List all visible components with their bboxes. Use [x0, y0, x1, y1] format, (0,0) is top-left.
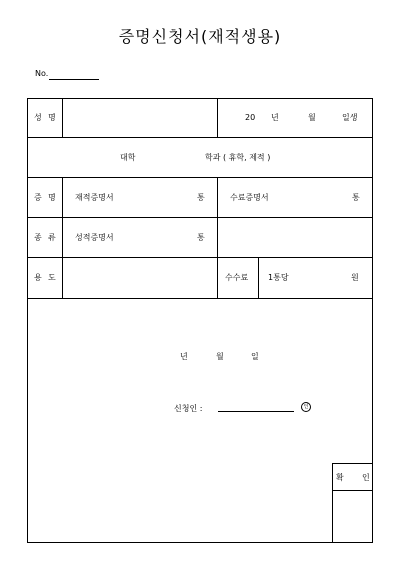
confirm-label-1: 확 — [336, 473, 344, 482]
confirm-label-2: 인 — [362, 473, 370, 482]
row-divider — [27, 177, 373, 178]
transcript-unit: 통 — [197, 233, 205, 242]
form-title: 증명신청서(재적생용) — [118, 27, 282, 46]
confirm-box-top — [332, 463, 373, 464]
birth-year-label: 년 — [271, 113, 279, 122]
birth-month-label: 월 — [308, 113, 316, 122]
row-divider — [27, 137, 373, 138]
transcript-label: 성적증명서 — [75, 233, 114, 242]
department-label: 학과 ( 휴학, 제적 ) — [205, 153, 271, 162]
name-label-1: 성 — [34, 113, 42, 122]
col-divider — [258, 257, 259, 298]
applicant-label: 신청인 : — [174, 404, 203, 413]
seal-mark: 인 — [301, 402, 311, 412]
purpose-label-1: 용 — [34, 273, 42, 282]
date-month-label: 월 — [216, 352, 224, 361]
fee-per-label: 1통당 — [268, 273, 289, 282]
date-year-label: 년 — [180, 352, 188, 361]
birth-year-prefix: 20 — [245, 113, 256, 122]
enrollment-cert-unit: 통 — [197, 193, 205, 202]
cert-label-2: 명 — [48, 193, 56, 202]
purpose-label-2: 도 — [48, 273, 56, 282]
birth-day-label: 일생 — [342, 113, 358, 122]
row-divider — [27, 298, 373, 299]
enrollment-cert-label: 재적증명서 — [75, 193, 114, 202]
fee-unit-label: 원 — [351, 273, 359, 282]
applicant-signature-field[interactable] — [218, 411, 294, 412]
confirm-stamp-area[interactable] — [333, 491, 372, 542]
doc-number-field[interactable] — [49, 79, 99, 80]
purpose-field[interactable] — [63, 258, 216, 297]
type-label-2: 류 — [48, 233, 56, 242]
completion-cert-unit: 통 — [352, 193, 360, 202]
doc-number-label: No. — [35, 69, 49, 78]
name-label-2: 명 — [48, 113, 56, 122]
university-label: 대학 — [120, 153, 136, 162]
row-divider — [27, 217, 373, 218]
form-table — [27, 98, 373, 543]
completion-cert-label: 수료증명서 — [230, 193, 269, 202]
fee-label: 수수료 — [225, 273, 249, 282]
name-field[interactable] — [63, 99, 216, 136]
cert-label-1: 증 — [34, 193, 42, 202]
col-divider — [217, 177, 218, 298]
type-label-1: 종 — [34, 233, 42, 242]
date-day-label: 일 — [251, 352, 259, 361]
col-divider — [217, 98, 218, 137]
